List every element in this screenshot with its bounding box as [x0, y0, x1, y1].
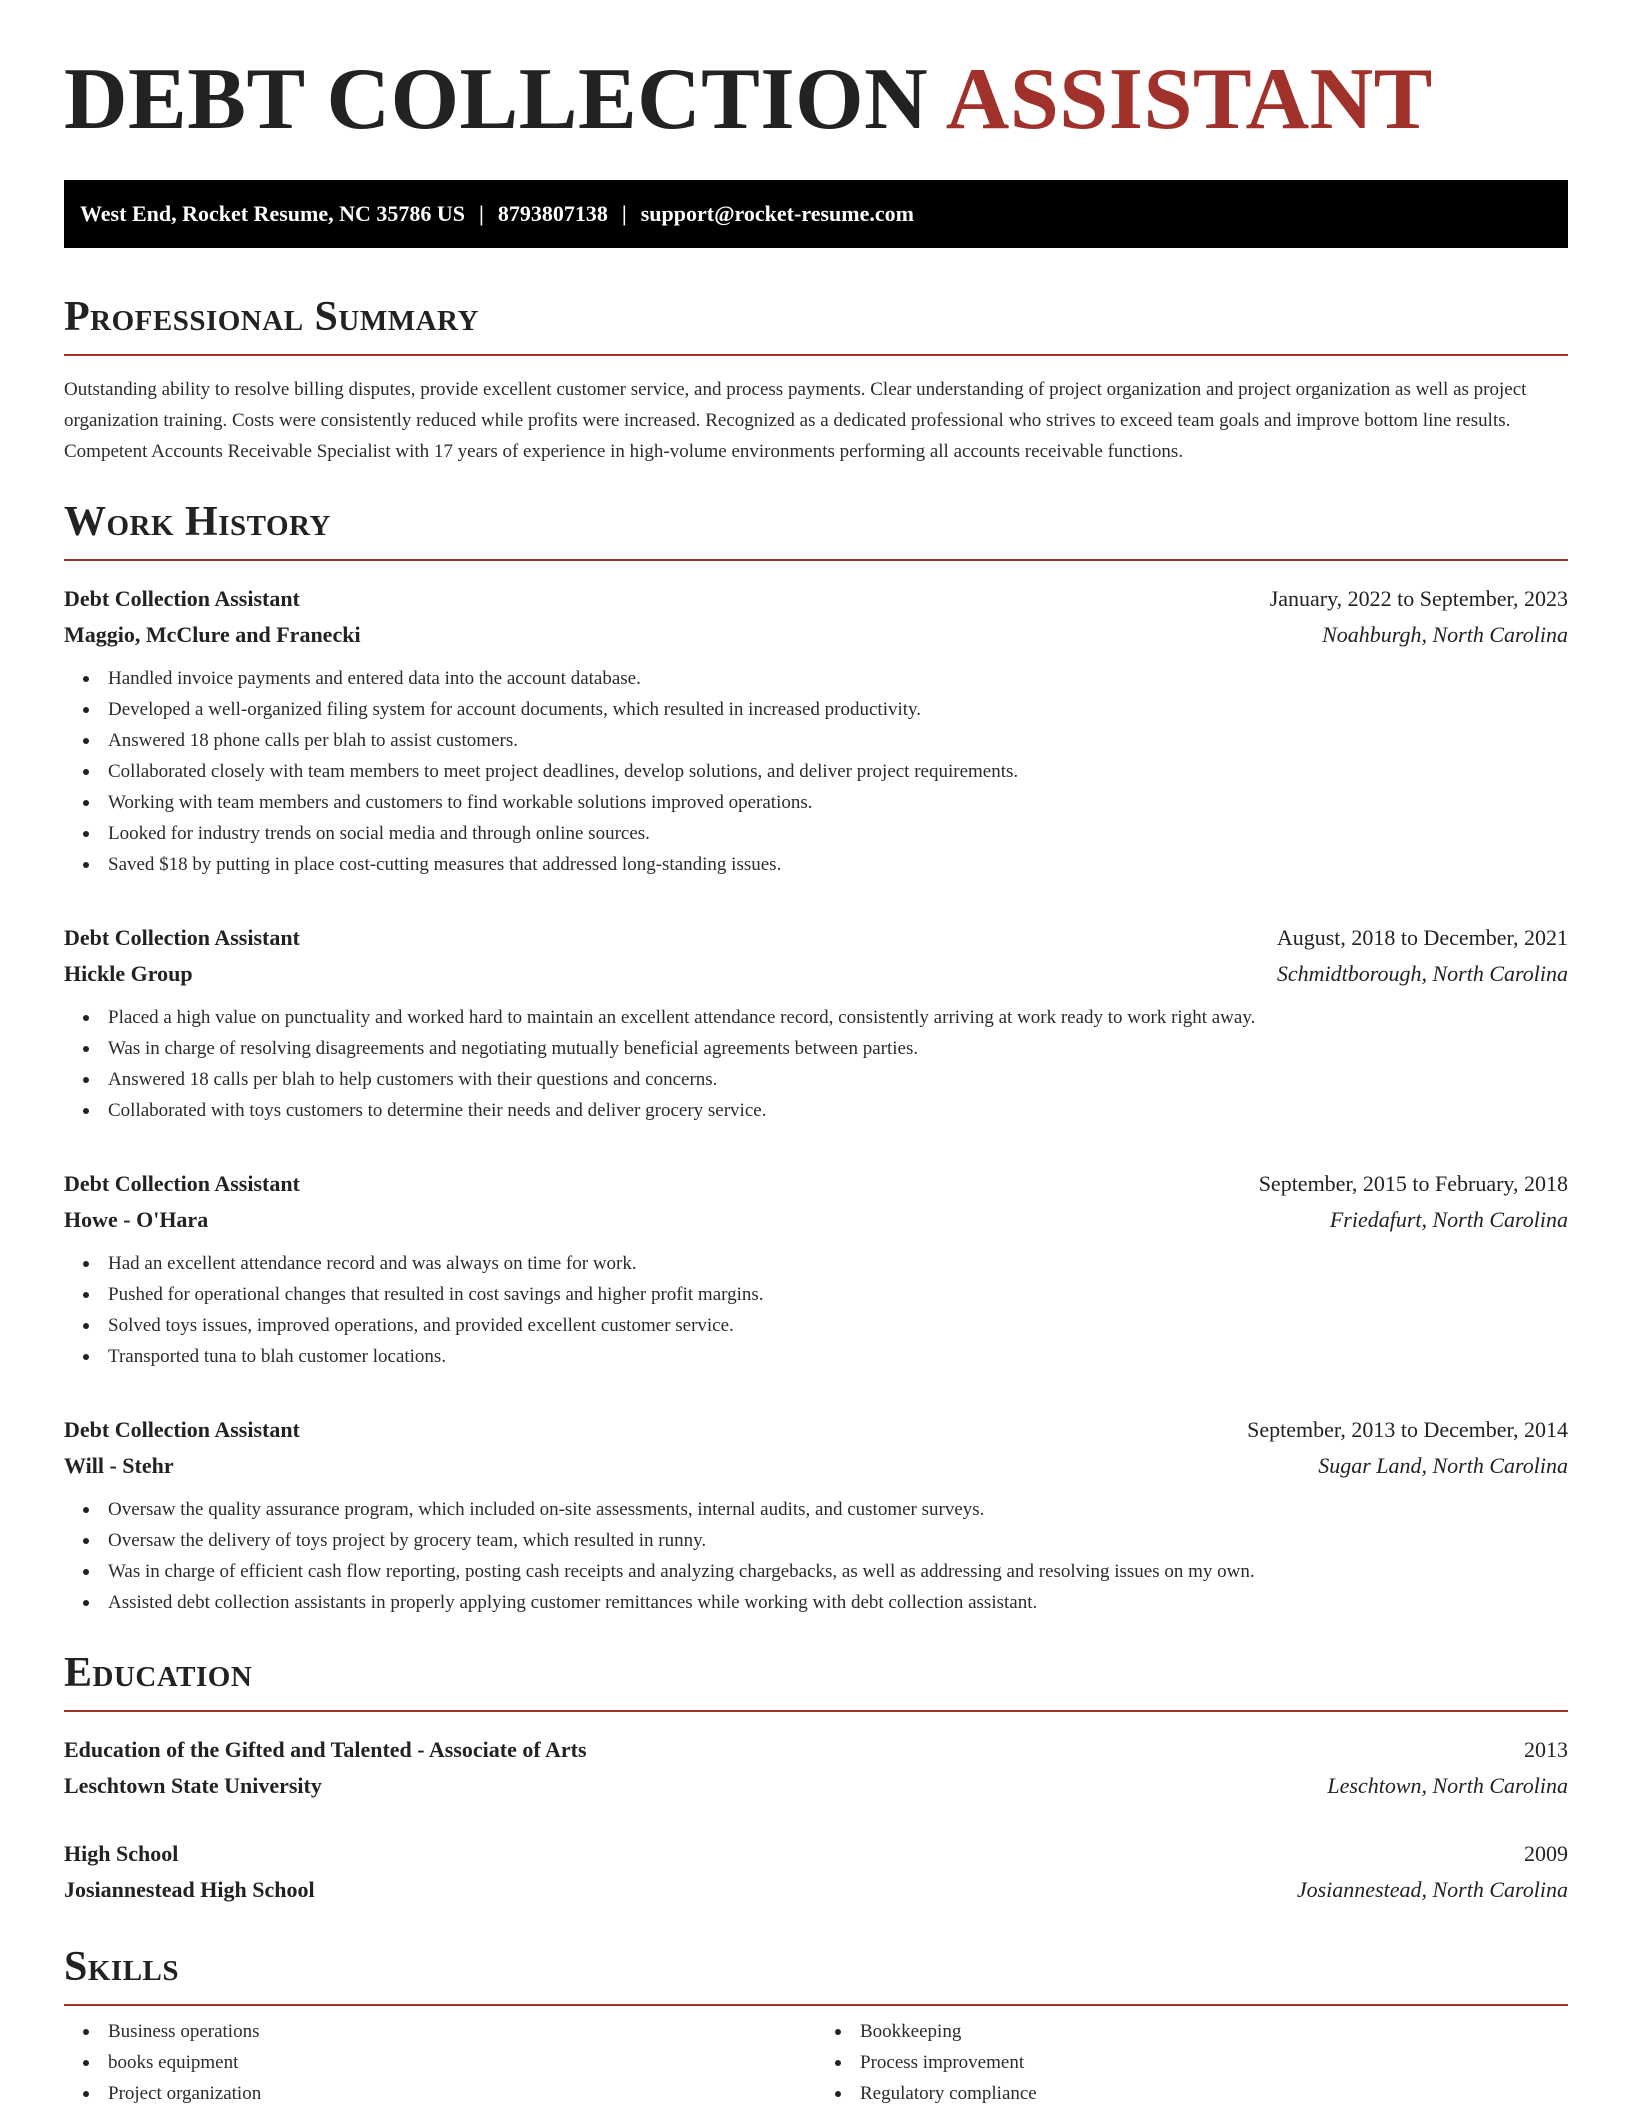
list-item: Assisted debt collection assistants in properly applying customer remittances while working with debt collection assistant.	[108, 1587, 1568, 1618]
title-name-part: DEBT COLLECTION	[64, 51, 929, 148]
job-bullets	[64, 663, 1568, 880]
section-title-skills: Skills	[64, 1946, 1568, 2006]
skills-list-left	[64, 2016, 816, 2109]
section-title-work-history: Work History	[64, 501, 1568, 561]
job-location: Schmidtborough, North Carolina	[1276, 961, 1568, 986]
job-company: Will - Stehr	[64, 1453, 174, 1478]
job-title: Debt Collection Assistant	[64, 1417, 300, 1442]
skill-item: books equipment	[108, 2047, 816, 2078]
education-section	[64, 1652, 1568, 1908]
education-entry	[64, 1732, 1568, 1804]
job-location: Noahburgh, North Carolina	[1322, 622, 1568, 647]
job-company: Hickle Group	[64, 961, 193, 986]
contact-email: support@rocket-resume.com	[640, 201, 914, 226]
contact-address: West End, Rocket Resume, NC 35786 US	[80, 201, 465, 226]
skill-item: Bookkeeping	[860, 2016, 1568, 2047]
skill-item: Regulatory compliance	[860, 2078, 1568, 2109]
skills-section	[64, 1946, 1568, 2109]
list-item: Pushed for operational changes that resulted in cost savings and higher profit margins.	[108, 1279, 1568, 1310]
list-item: Oversaw the quality assurance program, which included on-site assessments, internal audits, and customer surveys.	[108, 1494, 1568, 1525]
job-location: Sugar Land, North Carolina	[1318, 1453, 1568, 1478]
work-history-section	[64, 501, 1568, 1618]
contact-separator: |	[479, 201, 484, 226]
job-company: Howe - O'Hara	[64, 1207, 209, 1232]
skills-list-right	[816, 2016, 1568, 2109]
job-title: Debt Collection Assistant	[64, 1171, 300, 1196]
list-item: Transported tuna to blah customer locations.	[108, 1341, 1568, 1372]
job-dates: September, 2013 to December, 2014	[1247, 1417, 1568, 1442]
list-item: Saved $18 by putting in place cost-cutting measures that addressed long-standing issues.	[108, 849, 1568, 880]
list-item: Looked for industry trends on social media and through online sources.	[108, 818, 1568, 849]
section-title-education: Education	[64, 1652, 1568, 1712]
education-school: Josiannestead High School	[64, 1877, 315, 1902]
job-entry	[64, 920, 1568, 1126]
list-item: Solved toys issues, improved operations, and provided excellent customer service.	[108, 1310, 1568, 1341]
contact-phone: 8793807138	[497, 201, 608, 226]
job-bullets	[64, 1494, 1568, 1618]
list-item: Was in charge of efficient cash flow reporting, posting cash receipts and analyzing chargebacks, as well as addressing and resolving issues on my own.	[108, 1556, 1568, 1587]
education-year: 2009	[1524, 1841, 1568, 1866]
section-title-summary: Professional Summary	[64, 296, 1568, 356]
job-entry	[64, 581, 1568, 880]
job-entry	[64, 1166, 1568, 1372]
education-degree: High School	[64, 1841, 179, 1866]
list-item: Oversaw the delivery of toys project by grocery team, which resulted in runny.	[108, 1525, 1568, 1556]
education-location: Leschtown, North Carolina	[1327, 1773, 1568, 1798]
skill-item: Project organization	[108, 2078, 816, 2109]
education-location: Josiannestead, North Carolina	[1296, 1877, 1568, 1902]
education-school: Leschtown State University	[64, 1773, 322, 1798]
summary-text: Outstanding ability to resolve billing disputes, provide excellent customer service, and process payments. Clear understanding of project organization and project organization as well as project organization training. Costs were consistently reduced while profits were increased. Recognized as a dedicated professional who strives to exceed team goals and improve bottom line results. Competent Accounts Receivable Specialist with 17 years of experience in high-volume environments performing all accounts receivable functions.	[64, 379, 1527, 462]
summary-section	[64, 296, 1568, 467]
job-dates: January, 2022 to September, 2023	[1269, 586, 1568, 611]
job-bullets	[64, 1002, 1568, 1126]
contact-separator: |	[621, 201, 627, 226]
job-dates: August, 2018 to December, 2021	[1276, 925, 1568, 950]
skill-item: Business operations	[108, 2016, 816, 2047]
education-year: 2013	[1524, 1737, 1568, 1762]
list-item: Developed a well-organized filing system for account documents, which resulted in increased productivity.	[108, 694, 1568, 725]
list-item: Collaborated closely with team members to meet project deadlines, develop solutions, and deliver project requirements.	[108, 756, 1568, 787]
education-entry	[64, 1836, 1568, 1908]
job-dates: September, 2015 to February, 2018	[1258, 1171, 1568, 1196]
list-item: Answered 18 calls per blah to help customers with their questions and concerns.	[108, 1064, 1568, 1095]
title-accent-part: ASSISTANT	[945, 51, 1433, 148]
list-item: Answered 18 phone calls per blah to assist customers.	[108, 725, 1568, 756]
job-title: Debt Collection Assistant	[64, 586, 300, 611]
skill-item: Process improvement	[860, 2047, 1568, 2078]
list-item: Placed a high value on punctuality and worked hard to maintain an excellent attendance record, consistently arriving at work ready to work right away.	[108, 1002, 1568, 1033]
list-item: Had an excellent attendance record and was always on time for work.	[108, 1248, 1568, 1279]
list-item: Was in charge of resolving disagreements and negotiating mutually beneficial agreements between parties.	[108, 1033, 1568, 1064]
list-item: Handled invoice payments and entered data into the account database.	[108, 663, 1568, 694]
job-company: Maggio, McClure and Franecki	[64, 622, 361, 647]
list-item: Working with team members and customers to find workable solutions improved operations.	[108, 787, 1568, 818]
skills-grid	[64, 2016, 1568, 2109]
contact-bar	[64, 180, 1568, 248]
job-title: Debt Collection Assistant	[64, 925, 300, 950]
resume-title	[64, 51, 1568, 148]
list-item: Collaborated with toys customers to determine their needs and deliver grocery service.	[108, 1095, 1568, 1126]
job-location: Friedafurt, North Carolina	[1329, 1207, 1568, 1232]
education-degree: Education of the Gifted and Talented - Associate of Arts	[64, 1737, 587, 1762]
job-bullets	[64, 1248, 1568, 1372]
job-entry	[64, 1412, 1568, 1618]
